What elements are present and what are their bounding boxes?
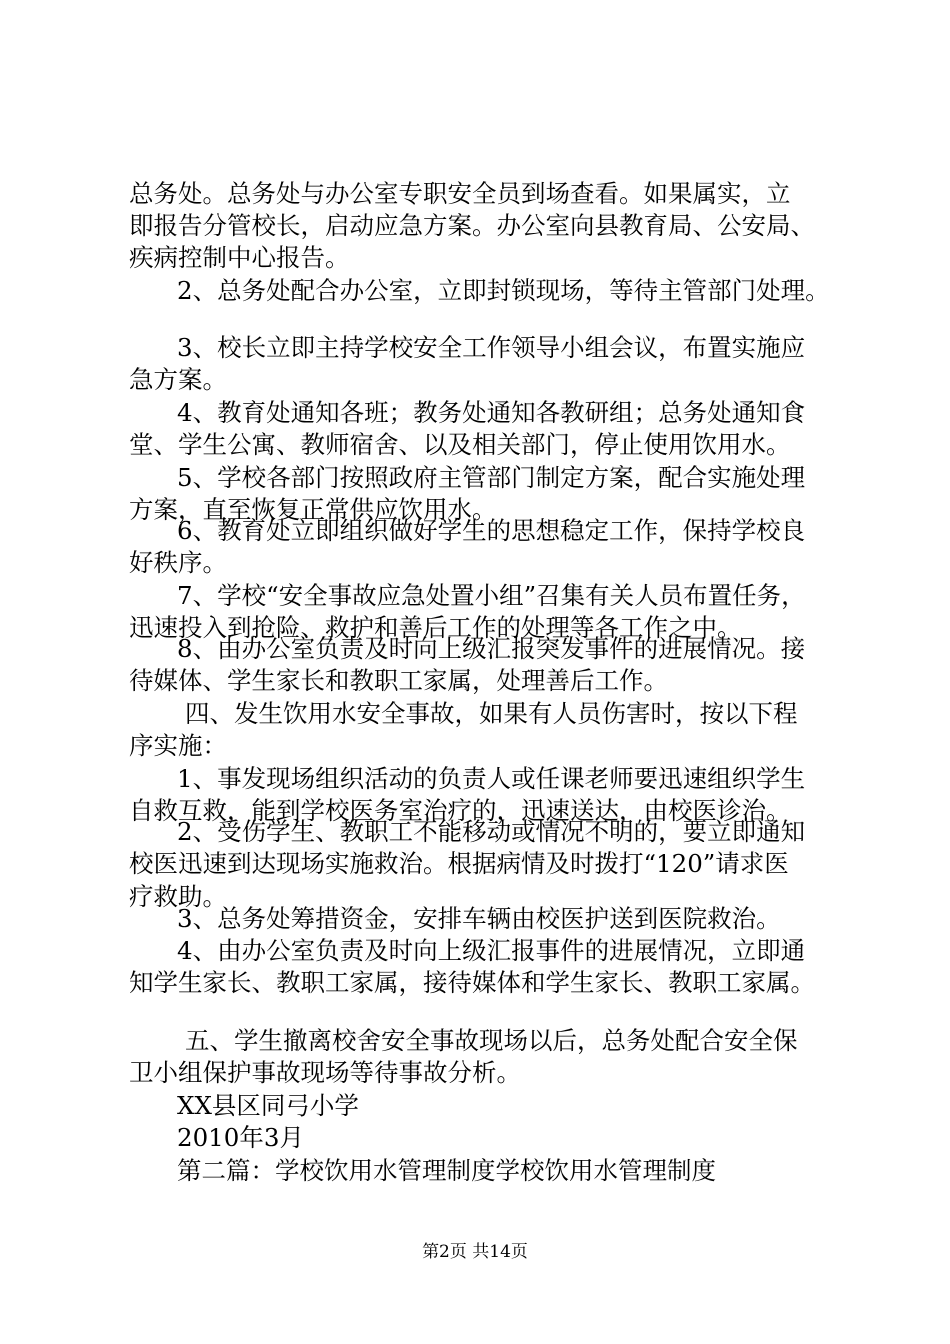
body-line: 急方案。 [129,365,227,394]
body-line: 5、学校各部门按照政府主管部门制定方案，配合实施处理 [177,463,806,492]
body-line: 8、由办公室负责及时向上级汇报突发事件的进展情况。接 [177,634,806,663]
signature-school: XX县区同弓小学 [177,1091,359,1120]
body-line: 自救互救，能到学校医务室治疗的，迅速送达，由校医诊治。 [129,796,791,825]
section-heading: 四、发生饮用水安全事故，如果有人员伤害时，按以下程 [185,699,798,728]
body-line: 疾病控制中心报告。 [129,243,350,272]
signature-date: 2010年3月 [177,1123,304,1152]
body-line: 3、总务处筹措资金，安排车辆由校医护送到医院救治。 [177,904,781,933]
body-line: 6、教育处立即组织做好学生的思想稳定工作，保持学校良 [177,516,806,545]
body-line: 堂、学生公寓、教师宿舍、以及相关部门，停止使用饮用水。 [129,430,791,459]
body-line: 即报告分管校长，启动应急方案。办公室向县教育局、公安局、 [129,211,815,240]
body-line: 4、由办公室负责及时向上级汇报事件的进展情况，立即通 [177,936,806,965]
body-line: 待媒体、学生家长和教职工家属，处理善后工作。 [129,666,668,695]
body-line: 校医迅速到达现场实施救治。根据病情及时拨打“120”请求医 [129,849,789,878]
body-line: 7、学校“安全事故应急处置小组”召集有关人员布置任务， [177,581,806,610]
body-line: 1、事发现场组织活动的负责人或任课老师要迅速组织学生 [177,764,806,793]
body-line: 好秩序。 [129,548,227,577]
body-line: 方案，直至恢复正常供应饮用水。 [129,495,497,524]
next-section-title: 第二篇：学校饮用水管理制度学校饮用水管理制度 [177,1156,716,1185]
section-heading: 五、学生撤离校舍安全事故现场以后，总务处配合安全保 [185,1026,798,1055]
body-line: 3、校长立即主持学校安全工作领导小组会议，布置实施应 [177,333,806,362]
body-line: 2、总务处配合办公室，立即封锁现场，等待主管部门处理。 [177,276,830,305]
body-line: 卫小组保护事故现场等待事故分析。 [129,1058,521,1087]
body-line: 知学生家长、教职工家属，接待媒体和学生家长、教职工家属。 [129,968,815,997]
body-line: 2、受伤学生、教职工不能移动或情况不明的，要立即通知 [177,817,806,846]
body-line: 迅速投入到抢险、救护和善后工作的处理等各工作之中。 [129,613,742,642]
body-line: 4、教育处通知各班；教务处通知各教研组；总务处通知食 [177,398,806,427]
page-number: 第2页 共14页 [422,1242,528,1262]
body-line: 总务处。总务处与办公室专职安全员到场查看。如果属实，立 [129,179,791,208]
body-line: 疗救助。 [129,882,227,911]
body-line: 序实施： [129,731,227,760]
